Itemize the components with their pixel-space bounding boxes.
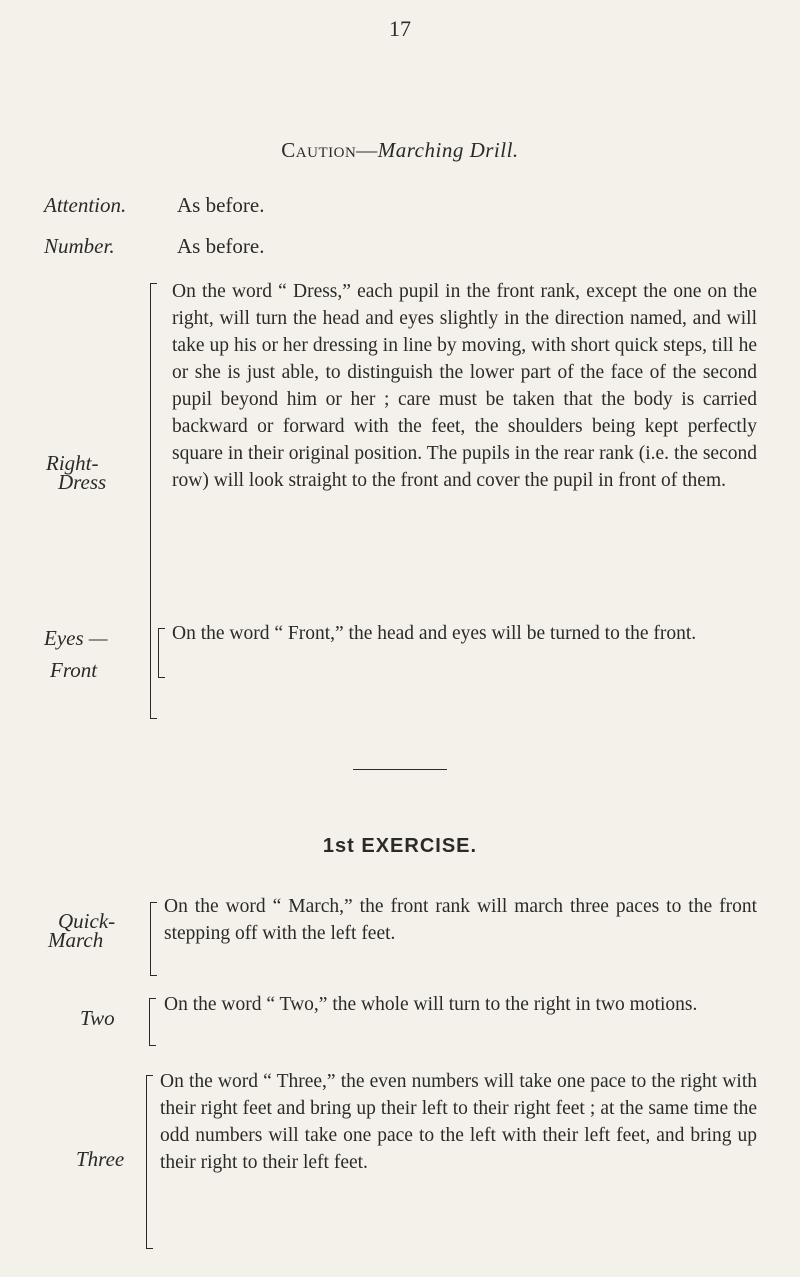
three-brace [146,1075,153,1249]
quick-march-label-line2: March [48,928,104,952]
eyes-front-label-line1: Eyes — [44,626,108,650]
heading-title: Marching Drill. [377,138,519,162]
quick-march-label [48,909,148,952]
attention-label: Attention. [44,193,127,217]
page-number: 17 [389,16,411,41]
heading-dash: — [356,138,378,162]
two-label: Two [80,1006,115,1030]
eyes-front-label [44,622,164,686]
number-text: As before. [177,234,265,258]
right-dress-label [46,451,156,494]
attention-text: As before. [177,193,265,217]
three-text: On the word “ Three,” the even numbers will take one pace to the right with their right feet and bring up their left to their right feet ; at the same time the odd numbers will take one pace to the left with their left feet, and bring up their right to their left feet. [160,1071,757,1173]
quick-march-brace [150,902,157,976]
heading-caution: Caution [281,138,357,162]
eyes-front-brace [158,628,165,678]
attention-line [44,193,264,218]
two-text: On the word “ Two,” the whole will turn to the right in two motions. [164,994,698,1015]
right-dress-text: On the word “ Dress,” each pupil in the front rank, except the one on the right, will turn the head and eyes slightly in the direction named, and will take up his or her dressing in line by moving, with short quick steps, till he or she is just able, to distinguish the lower part of the face of the second pupil beyond him or her ; care must be taken that the body is carried backward or forward with the feet, the shoulders being kept perfectly square in their original position. The pupils in the rear rank (i.e. the second row) will look straight to the front and cover the pupil in front of them. [172,281,757,491]
quick-march-text: On the word “ March,” the front rank will march three paces to the front stepping off with the left feet. [164,896,757,944]
eyes-front-label-line2: Front [50,658,98,682]
eyes-front-text: On the word “ Front,” the head and eyes will be turned to the front. [172,623,697,644]
right-dress-label-line1: Right- [46,451,99,475]
three-label: Three [76,1147,125,1171]
section-divider [353,769,447,770]
right-dress-label-line2: Dress [58,470,107,494]
exercise-title: 1st EXERCISE. [322,835,478,857]
quick-march-label-line1: Quick- [58,909,116,933]
page-heading [0,138,800,163]
number-label: Number. [44,234,115,258]
two-brace [149,998,156,1046]
number-line [44,234,264,259]
